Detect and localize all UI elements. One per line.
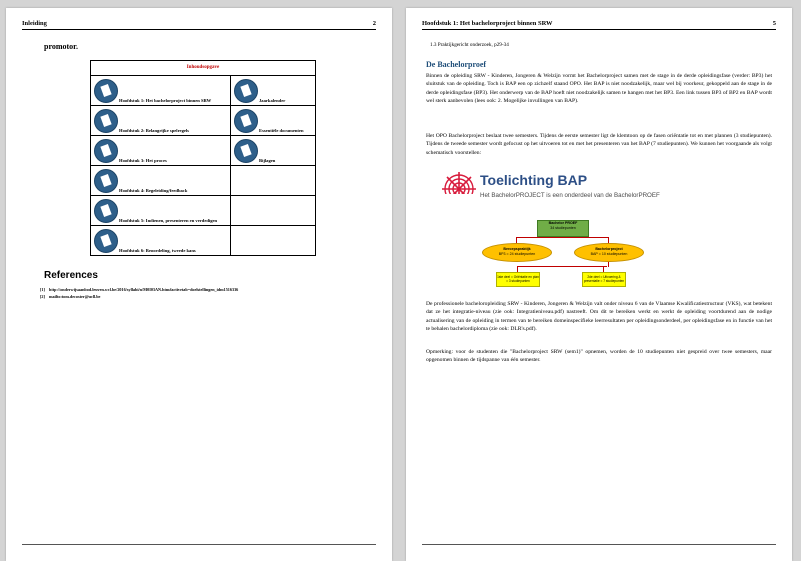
body-text: promotor.	[44, 42, 78, 51]
reference-number: [1]	[40, 287, 45, 292]
page-number: 5	[772, 20, 776, 27]
toc-label: Hoofdstuk 4: Begeleiding/feedback	[119, 188, 188, 193]
toc-link-chapter-5[interactable]	[91, 196, 231, 225]
reference-number: [2]	[40, 294, 45, 299]
chapter-icon	[94, 229, 118, 253]
toc-row	[91, 76, 315, 106]
toc-empty-cell	[231, 166, 315, 195]
toc-label: Hoofdstuk 6: Beoordeling, tweede kans	[119, 248, 196, 253]
chapter-icon	[94, 79, 118, 103]
toc-label: Bijlagen	[259, 158, 276, 163]
diagram-deel2-box	[582, 272, 626, 287]
toc-link-chapter-3[interactable]	[91, 136, 231, 165]
toc-empty-cell	[231, 196, 315, 225]
toc-link-chapter-4[interactable]	[91, 166, 231, 195]
diagram-deel1-box	[496, 272, 540, 287]
toc-title: Inhoudsopgave	[91, 61, 315, 76]
page-footer-line	[422, 544, 776, 545]
chapter-icon	[94, 109, 118, 133]
document-page-right	[406, 8, 792, 561]
diagram-label: Bachelor PROEF	[548, 221, 578, 225]
diagram-label: BAP = 10 studiepunten	[590, 251, 628, 256]
toc-link-documenten[interactable]	[231, 106, 315, 135]
toc-link-bijlagen[interactable]	[231, 136, 315, 165]
diagram-bachelorproject-box	[574, 243, 644, 262]
reference-item	[40, 293, 238, 300]
reference-item	[40, 286, 238, 293]
toc-link-chapter-2[interactable]	[91, 106, 231, 135]
diagram-label: Beroepspraktijk	[503, 247, 531, 251]
header-title: Hoofdstuk 1: Het bachelorproject binnen SRW	[422, 20, 553, 27]
toc-label: Hoofdstuk 5: Indienen, presenteren en verdedigen	[119, 218, 218, 223]
page-number: 2	[372, 20, 376, 27]
diagram-label: 2de deel = Uitvoering &	[587, 275, 621, 279]
paragraph: Opmerking: voor de studenten die "Bachelorproject SRW (sem1)" opnemen, worden de 10 studiepunten niet gespreid over twee semesters, maar opgenomen binnen de tijdspanne van één semester.	[426, 349, 772, 364]
section-reference: 1.3 Praktijkgericht onderzoek, p29-34	[430, 42, 509, 48]
toc-label: Hoofdstuk 2: Belangrijke spelregels	[119, 128, 189, 133]
chapter-icon	[94, 169, 118, 193]
toc-link-chapter-1[interactable]	[91, 76, 231, 105]
flower-logo-icon	[440, 170, 478, 208]
diagram-bachelorproef-box	[537, 220, 589, 237]
page-header	[422, 20, 776, 30]
paragraph: De professionele bacheloropleiding SRW - Kinderen, Jongeren & Welzijn valt onder niveau 6 van de Vlaamse Kwalificatiestructuur (VKS), wat betekent dat ze het integratie-niveau (zie ook: Integratieniveau.pdf) nastreeft. Om dit te bereiken werkt en werkt de opleiding voortdurend aan de nodige actualisering van de opleiding in termen van te bereiken domeinspecifieke leerresultaten per opleidingsonderdeel, per opleidingsfase en in functie van het te behalen bachelordiploma (zie ook: DLR's.pdf).	[426, 301, 772, 333]
reference-link[interactable]: http://onderwijsaanbod.leuven.wcl.be/2016/syllabi/n/M0I03AN.htm#activetab=doelstellingen_idm1516336	[49, 287, 239, 292]
diagram-label: Bachelorproject	[595, 247, 623, 251]
header-title: Inleiding	[22, 20, 47, 27]
toc-empty-cell	[231, 226, 315, 255]
toc-label: Essentiële documenten	[259, 128, 304, 133]
toc-row	[91, 136, 315, 166]
toc-label: Hoofdstuk 1: Het bachelorproject binnen SRW	[119, 98, 212, 103]
toc-row	[91, 106, 315, 136]
chapter-icon	[94, 139, 118, 163]
references-list	[40, 286, 238, 300]
diagram-connector	[517, 266, 607, 267]
page-header	[22, 20, 376, 30]
references-heading: References	[44, 270, 98, 281]
toc-link-jaarkalender[interactable]	[231, 76, 315, 105]
paragraph: Binnen de opleiding SRW - Kinderen, Jongeren & Welzijn vormt het Bachelorproject samen met de stage in de derde opleidingsfase (verder: BP3) het sluitstuk van de opleiding. Toch is BAP een op zichzelf staand OPO. Het BAP is niet noodzakelijk, maar wel bij voorkeur, gekoppeld aan de stage in de derde opleidingsfase (BP3). Het onderwerp van de BAP hoeft niet noodzakelijk samen te hangen met het BP3. Een link tussen BP3 of BP2 en BAP wordt wel sterk aanbevolen (lees ook: 2. Mogelijke invullingen van BAP).	[426, 73, 772, 105]
logo-subtitle: Het BachelorPROJECT is een onderdeel van de BachelorPROEF	[480, 192, 660, 199]
document-page-left	[6, 8, 392, 561]
toc-link-chapter-6[interactable]	[91, 226, 231, 255]
section-heading: De Bachelorproef	[426, 60, 487, 69]
chapter-icon	[94, 199, 118, 223]
toelichting-bap-logo	[440, 168, 660, 212]
logo-title: Toelichting BAP	[480, 172, 588, 188]
diagram-label: presentatie = 7 studiepunten	[583, 279, 625, 283]
bap-diagram	[482, 220, 652, 294]
toc-label: Jaarkalender	[259, 98, 286, 103]
toc-row	[91, 226, 315, 255]
diagram-beroepspraktijk-box	[482, 243, 552, 262]
diagram-label: 34 studiepunten	[550, 225, 576, 230]
paragraph: Het OPO Bachelorproject beslaat twee semesters. Tijdens de eerste semester ligt de klemtoon op de fasen oriëntatie tot en met plannen (3 studiepunten). Tijdens de tweede semester wordt gefocust op het uitvoeren tot en met het presenteren van het BAP (7 studiepunten). We kunnen het voorgaande als volgt schematisch voorstellen:	[426, 133, 772, 156]
toc-label: Hoofdstuk 3: Het proces	[119, 158, 167, 163]
attachment-icon	[234, 139, 258, 163]
calendar-icon	[234, 79, 258, 103]
reference-link[interactable]: mailto:tom.decoster@ucll.be	[49, 294, 101, 299]
diagram-label: BP3 = 24 studiepunten	[498, 251, 536, 256]
document-icon	[234, 109, 258, 133]
diagram-label: 1ste deel = Oriëntatie en plan	[497, 275, 539, 279]
page-footer-line	[22, 544, 376, 545]
diagram-label: = 3 studiepunten	[506, 279, 530, 283]
table-of-contents	[90, 60, 316, 256]
toc-row	[91, 166, 315, 196]
toc-row	[91, 196, 315, 226]
